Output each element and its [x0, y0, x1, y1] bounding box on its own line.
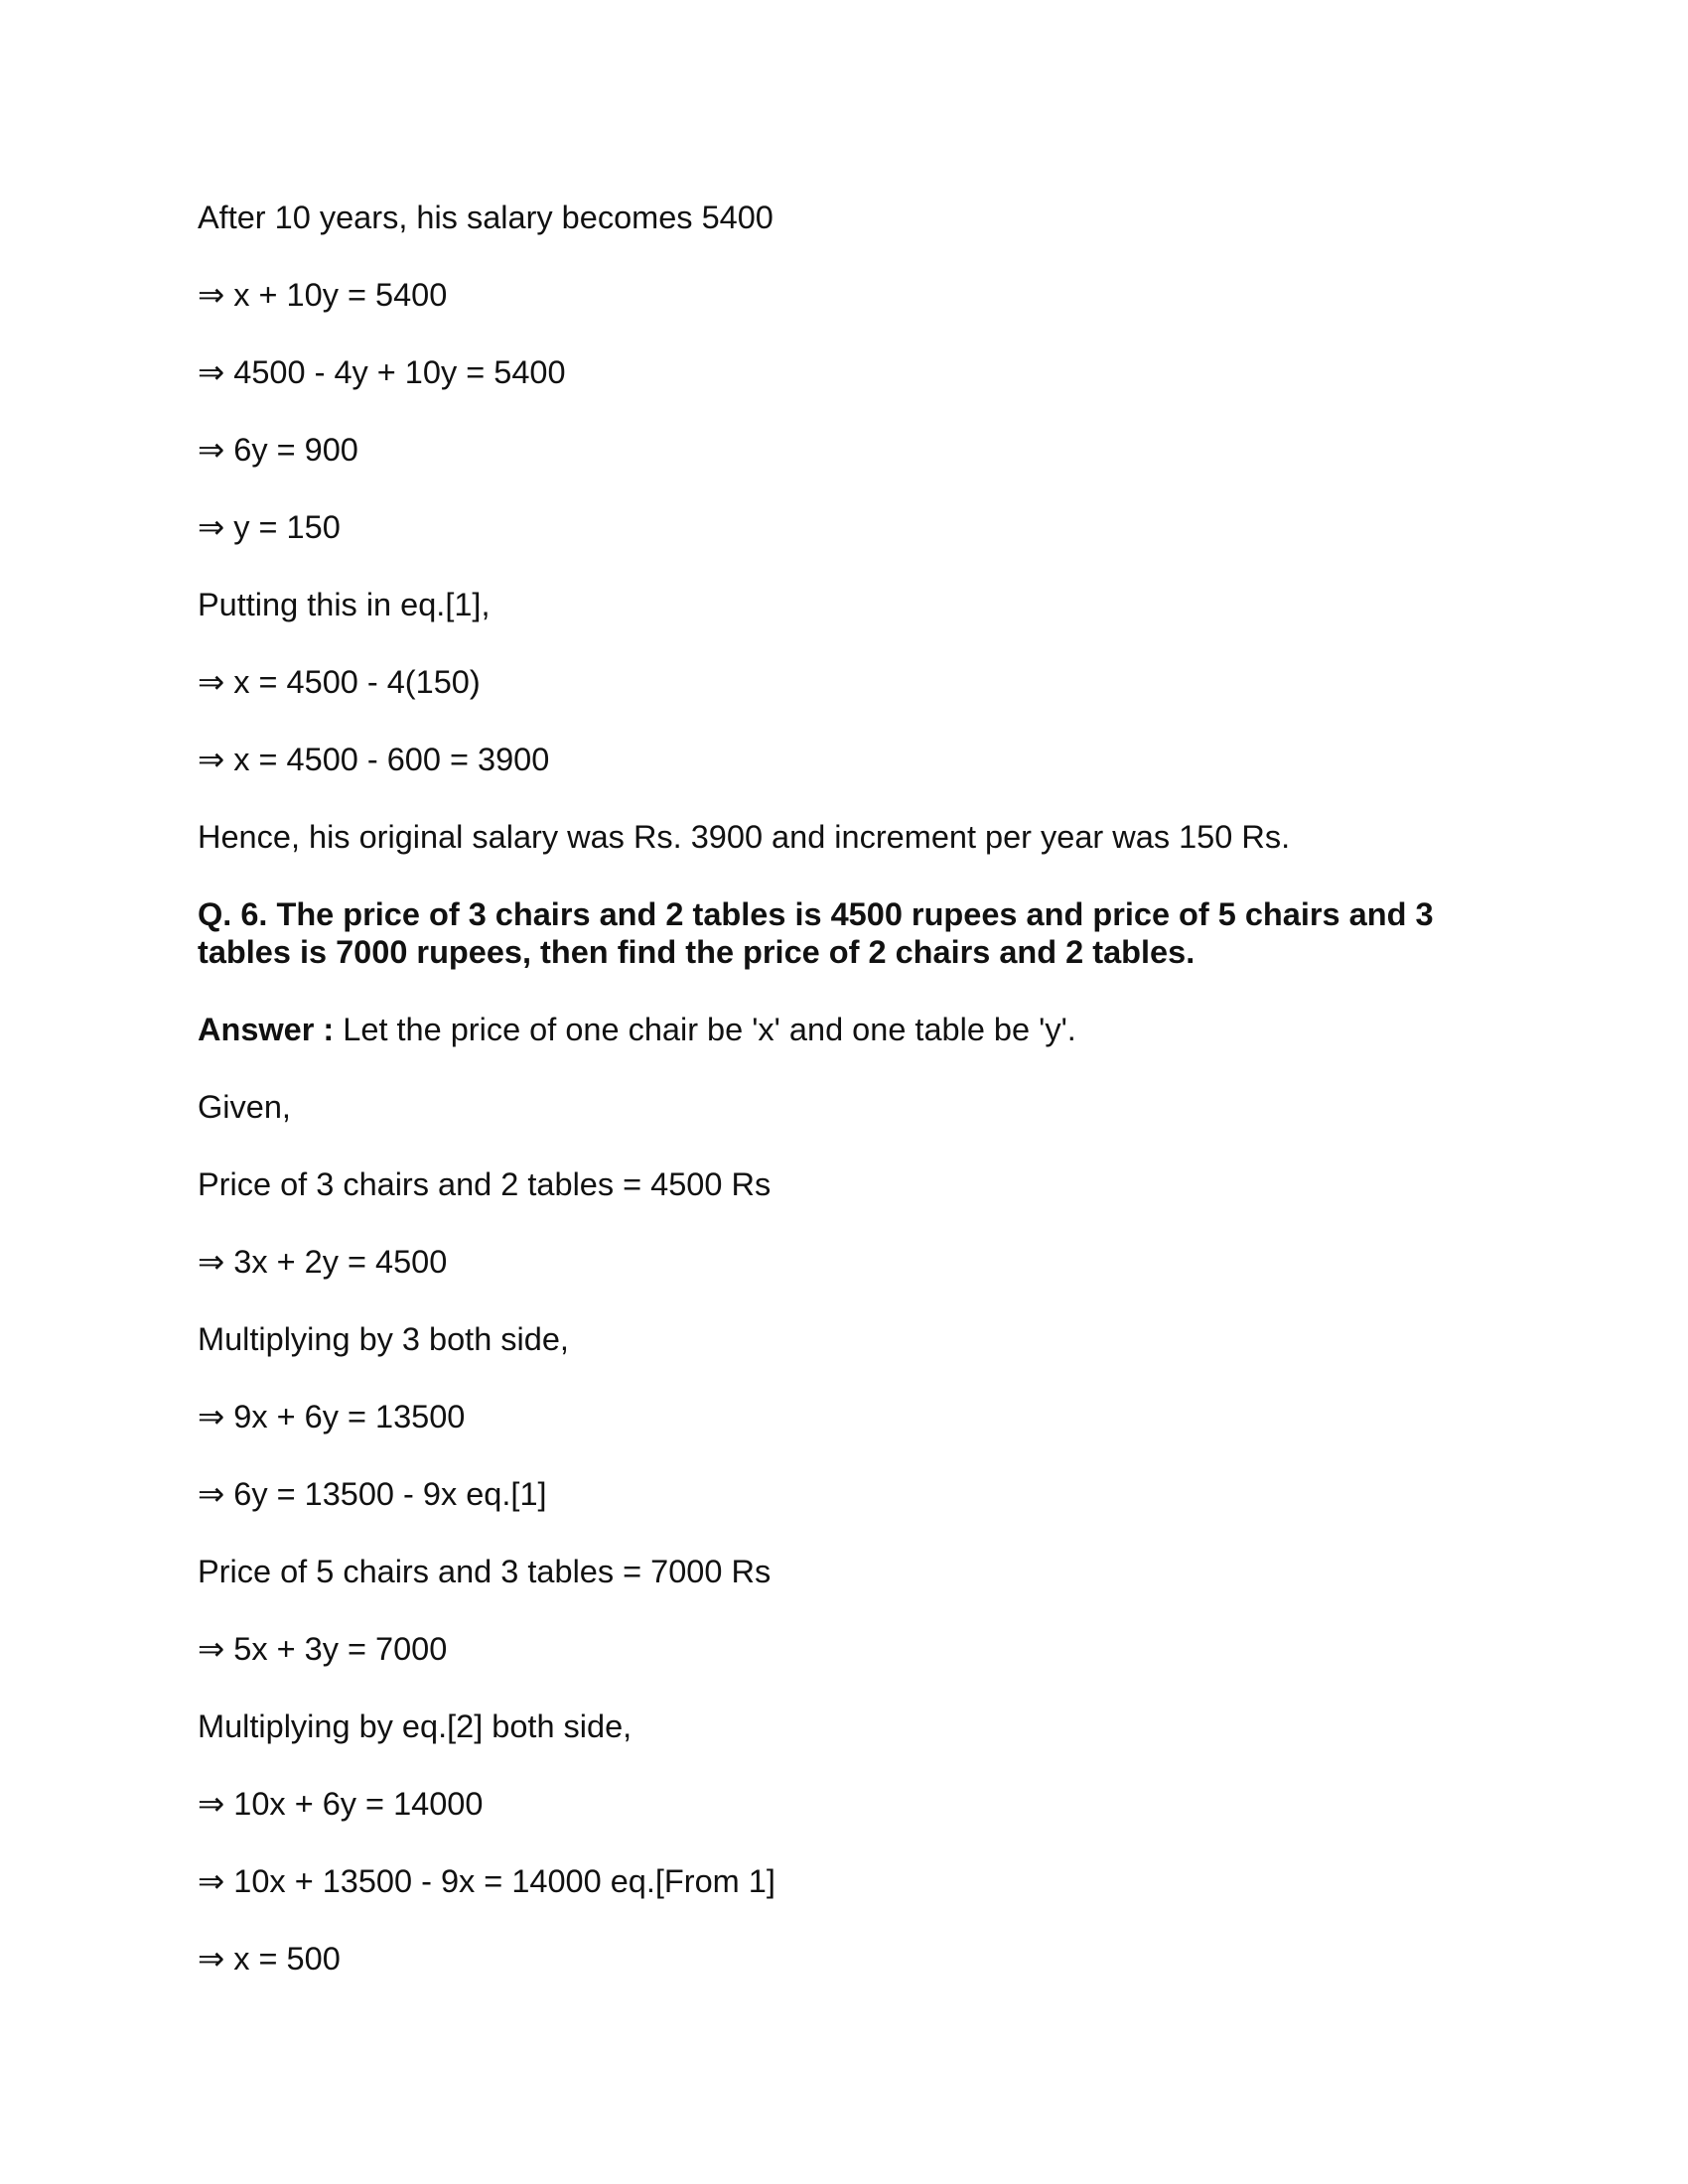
equation-line: ⇒ x + 10y = 5400	[198, 277, 448, 313]
equation-line: ⇒ x = 4500 - 600 = 3900	[198, 742, 550, 777]
equation-line: ⇒ 6y = 900	[198, 432, 358, 468]
equation-line: ⇒ 4500 - 4y + 10y = 5400	[198, 354, 566, 390]
equation-line: ⇒ 3x + 2y = 4500	[198, 1244, 448, 1280]
equation-line: ⇒ 6y = 13500 - 9x eq.[1]	[198, 1476, 547, 1512]
text-line: After 10 years, his salary becomes 5400	[198, 200, 774, 235]
answer-line	[198, 1011, 1076, 1048]
equation-line: ⇒ 10x + 6y = 14000	[198, 1786, 484, 1822]
text-line: Price of 3 chairs and 2 tables = 4500 Rs	[198, 1166, 772, 1202]
text-line: Putting this in eq.[1],	[198, 587, 491, 622]
equation-line: ⇒ x = 4500 - 4(150)	[198, 664, 481, 700]
text-line: Multiplying by 3 both side,	[198, 1321, 569, 1357]
text-line: Given,	[198, 1089, 291, 1125]
conclusion-line: Hence, his original salary was Rs. 3900 and increment per year was 150 Rs.	[198, 819, 1291, 855]
equation-line: ⇒ 9x + 6y = 13500	[198, 1399, 466, 1434]
equation-line: ⇒ 10x + 13500 - 9x = 14000 eq.[From 1]	[198, 1863, 775, 1899]
equation-line: ⇒ x = 500	[198, 1941, 341, 1977]
answer-text: Let the price of one chair be 'x' and one table be 'y'.	[334, 1012, 1076, 1047]
equation-line: ⇒ y = 150	[198, 509, 341, 545]
answer-label: Answer :	[198, 1012, 335, 1047]
text-line: Price of 5 chairs and 3 tables = 7000 Rs	[198, 1554, 772, 1589]
equation-line: ⇒ 5x + 3y = 7000	[198, 1631, 448, 1667]
question-heading: Q. 6. The price of 3 chairs and 2 tables is 4500 rupees and price of 5 chairs and 3 tables is 7000 rupees, then find the price of 2 chairs and 2 tables.	[198, 896, 1434, 970]
text-line: Multiplying by eq.[2] both side,	[198, 1708, 633, 1744]
